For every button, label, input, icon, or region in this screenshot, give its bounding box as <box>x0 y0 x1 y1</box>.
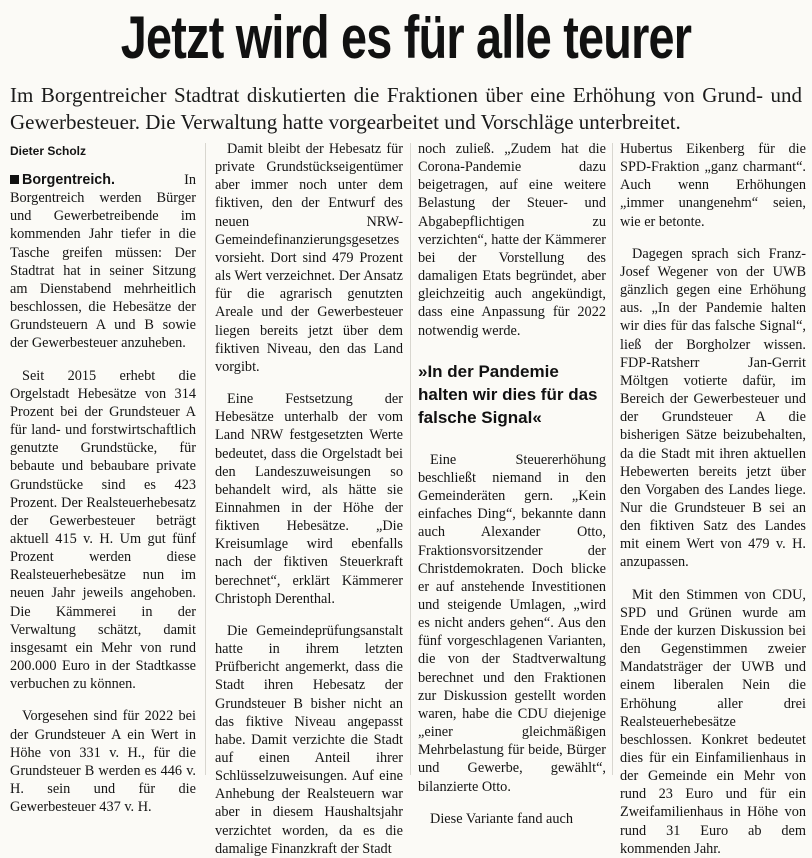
article-column-4 <box>620 140 806 857</box>
article-column-2 <box>215 140 403 857</box>
article-column-1 <box>10 140 196 816</box>
paragraph: Hubertus Eikenberg für die SPD-Fraktion „ganz charmant“. Auch wenn Erhöhungen „immer unangenehm“ seien, wie er betonte. <box>620 141 806 230</box>
paragraph: Seit 2015 erhebt die Orgelstadt Hebesätze von 314 Prozent bei der Grundsteuer A für land- und forstwirtschaftlich genutzte Grundstücke, für bebaute und bebaubare private Grundstücke sind es 423 Prozent. Der Realsteuerhebesatz der Gewerbesteuer beträgt aktuell 415 v. H. Um gut fünf Prozent werden diese Realsteuerhebesätze nun im neuen Jahr jeweils angehoben. Die Kämmerei in der Verwaltung schätzt, damit insgesamt ein Mehr von rund 200.000 Euro in der Stadtkasse verbuchen zu können. <box>10 367 196 693</box>
column-divider <box>410 143 411 775</box>
paragraph: Eine Festsetzung der Hebesätze unterhalb der vom Land NRW festgesetzten Werte bedeutet, dass die Orgelstadt bei den Landeszuweisungen so behandelt wird, als hätte sie Einnahmen in der Höhe der fiktiven Hebesätze. „Die Kreisumlage wird ebenfalls nach der fiktiven Steuerkraft berechnet“, erklärt Kämmerer Christoph Derenthal. <box>215 391 403 607</box>
paragraph: Damit bleibt der Hebesatz für private Grundstückseigentümer aber immer noch unter dem fiktiven, den der Entwurf des neuen NRW-Gemeindefinanzierungsgesetzes vorsieht. Dort sind 479 Prozent als Wert verzeichnet. Der Ansatz für die agrarisch genutzten Areale und der Gewerbesteuer liegen bereits jetzt über dem fiktiven Niveau, den das Land vorgibt. <box>215 141 403 375</box>
paragraph: Die Gemeindeprüfungsanstalt hatte in ihrem letzten Prüfbericht angemerkt, dass die Stadt ihren Hebesatz der Grundsteuer B bisher nicht an das fiktive Niveau angepasst habe. Damit verzichte die Stadt auf einen Anteil ihrer Schlüsselzuweisungen. Auf eine Anhebung der Realsteuern war aber in diesem Haushaltsjahr verzichtet worden, da es die damalige Finanzkraft der Stadt <box>215 622 403 857</box>
paragraph: Diese Variante fand auch <box>430 810 574 827</box>
pull-quote: »In der Pandemie halten wir dies für das falsche Signal« <box>418 361 598 427</box>
paragraph: noch zuließ. „Zudem hat die Corona-Pandemie dazu beigetragen, auf eine weitere Belastung der Steuer- und Abgabepflichtigen zu verzichten“, hatte der Kämmerer bei der Vorstellung des damaligen Etats begründet, aber gleichzeitig auch angekündigt, dass eine Anpassung für 2022 notwendig werde. <box>418 141 606 339</box>
paragraph: Dagegen sprach sich Franz-Josef Wegener von der UWB gänzlich gegen eine Erhöhung aus. „In der Pandemie halten wir dies für das falsche Signal“, ließ der Borgholzer wissen. FDP-Ratsherr Jan-Gerrit Möltgen votierte dafür, im Bereich der Gewerbesteuer und der Grundsteuer A die bisherigen Sätze beizubehalten, da die Stadt mit ihren aktuellen Hebewerten bereits jetzt über den Vorgaben des Landes liege. Nur die Grundsteuer B sei an den fiktiven Satz des Landes mit einem Wert von 479 v. H. anzupassen. <box>620 245 806 571</box>
paragraph <box>10 171 196 353</box>
column-divider <box>205 143 206 775</box>
headline: Jetzt wird es für alle teurer <box>120 4 692 71</box>
paragraph: Eine Steuererhöhung beschließt niemand in den Gemeinderäten gern. „Kein einfaches Ding“, bekannte dann auch Alexander Otto, Fraktionsvorsitzender der Christdemokraten. Doch blicke er auf anstehende Investitionen und steigende Umlagen, „wird es nicht anders gehen“. Aus den fünf vorgeschlagenen Varianten, die von der Stadtverwaltung berechnet und den Fraktionen zur Diskussion gestellt worden waren, habe die CDU diejenige „einer gleichmäßigen Mehrbelastung für beide, Bürger und Gewerbe, gewählt“, bilanzierte Otto. <box>418 451 606 795</box>
dateline: Borgentreich. <box>22 172 115 188</box>
paragraph-text: In Borgentreich werden Bürger und Gewerbetreibende im kommenden Jahr tiefer in die Tasche greifen müssen: Der Stadtrat hat in seiner Sitzung am Dienstabend mehrheitlich beschlossen, die Hebesätze der Grundsteuern A und B sowie der Gewerbesteuer anzuheben. <box>10 172 196 352</box>
paragraph: Vorgesehen sind für 2022 bei der Grundsteuer A ein Wert in Höhe von 331 v. H., für die Grundsteuer B werden es 446 v. H. sein und für die Gewerbesteuer 437 v. H. <box>10 708 196 816</box>
paragraph: Mit den Stimmen von CDU, SPD und Grünen wurde am Ende der kurzen Diskussion bei den Gegenstimmen zweier Mandatsträger der UWB und einem liberalen Nein die Erhöhung aller drei Realsteuerhebesätze beschlossen. Konkret bedeutet dies für ein Einfamilienhaus in der Gemeinde ein Mehr von rund 23 Euro und für ein Zweifamilienhaus in Höhe von rund 31 Euro ab dem kommenden Jahr. <box>620 586 806 857</box>
column-divider <box>612 143 613 775</box>
article-deck: Im Borgentreicher Stadtrat diskutierten die Fraktionen über eine Erhöhung von Grund- und Gewerbesteuer. Die Verwaltung hatte vorgearbeitet und Vorschläge unterbreitet. <box>10 83 802 134</box>
byline: Dieter Scholz <box>10 144 87 158</box>
article-column-3 <box>418 140 606 827</box>
bullet-square-icon <box>10 175 19 184</box>
